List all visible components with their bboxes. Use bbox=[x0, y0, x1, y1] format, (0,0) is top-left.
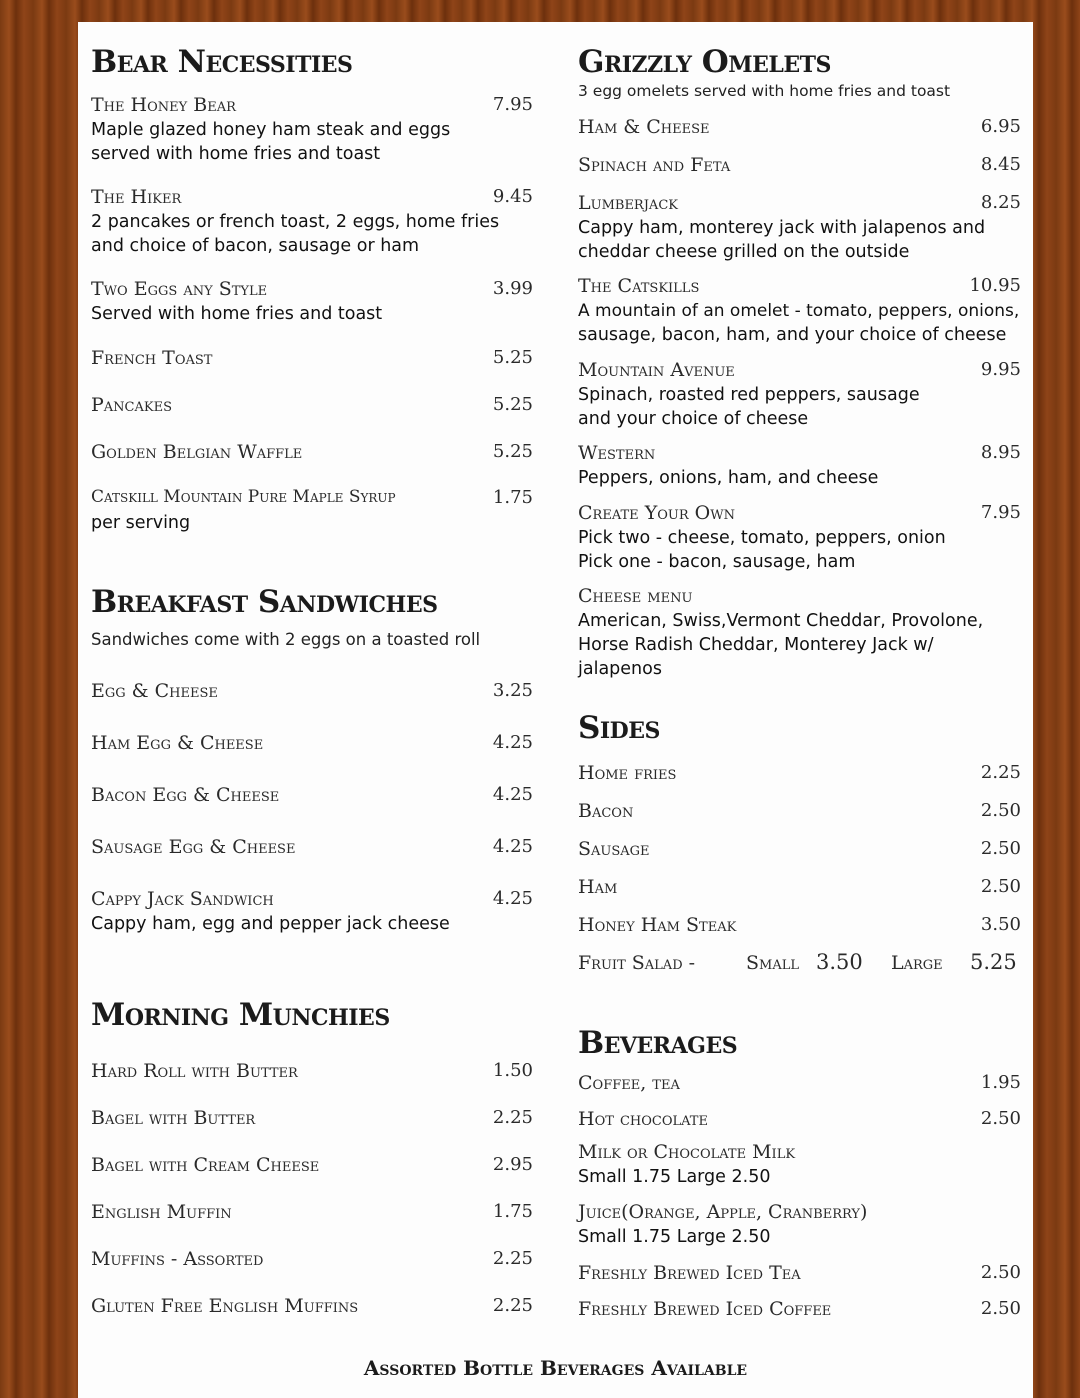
item-description: Small 1.75 Large 2.50 bbox=[578, 1167, 771, 1187]
item-description: Cappy ham, monterey jack with jalapenos and bbox=[578, 218, 986, 238]
morning-munchies-title: Morning Munchies bbox=[91, 997, 390, 1033]
sides-title: Sides bbox=[578, 710, 660, 746]
item-price: 2.25 bbox=[492, 1295, 533, 1316]
item-description: Pick one - bacon, sausage, ham bbox=[578, 552, 856, 572]
item-price: 10.95 bbox=[969, 275, 1021, 296]
item-description: jalapenos bbox=[578, 659, 662, 679]
item-name: The Catskills bbox=[578, 275, 700, 297]
item-price: 8.45 bbox=[980, 154, 1021, 175]
item-name: Juice(Orange, Apple, Cranberry) bbox=[578, 1201, 868, 1223]
item-description: Peppers, onions, ham, and cheese bbox=[578, 468, 879, 488]
item-description: American, Swiss,Vermont Cheddar, Provolone, bbox=[578, 611, 984, 631]
item-name: Sausage bbox=[578, 838, 650, 860]
item-description: 2 pancakes or french toast, 2 eggs, home fries bbox=[91, 212, 500, 232]
item-description: Served with home fries and toast bbox=[91, 304, 383, 324]
fruit-salad-row bbox=[578, 952, 1023, 982]
item-name: Gluten Free English Muffins bbox=[91, 1295, 359, 1317]
item-name: Sausage Egg & Cheese bbox=[91, 836, 296, 858]
item-price: 3.25 bbox=[492, 680, 533, 701]
item-name: French Toast bbox=[91, 347, 213, 369]
item-price: 2.50 bbox=[980, 1298, 1021, 1319]
item-name: Two Eggs any Style bbox=[91, 278, 268, 300]
item-description: served with home fries and toast bbox=[91, 144, 381, 164]
item-price: 2.50 bbox=[980, 876, 1021, 897]
item-name: Ham bbox=[578, 876, 618, 898]
item-description: cheddar cheese grilled on the outside bbox=[578, 242, 910, 262]
item-price: 1.95 bbox=[980, 1072, 1021, 1093]
item-price: 9.45 bbox=[492, 186, 533, 207]
item-price: 2.95 bbox=[492, 1154, 533, 1175]
item-price: 5.25 bbox=[492, 441, 533, 462]
item-description: Cappy ham, egg and pepper jack cheese bbox=[91, 914, 450, 934]
item-description: sausage, bacon, ham, and your choice of cheese bbox=[578, 325, 1007, 345]
item-price: 8.25 bbox=[980, 192, 1021, 213]
item-price: 6.95 bbox=[980, 116, 1021, 137]
item-name: Milk or Chocolate Milk bbox=[578, 1141, 796, 1163]
item-name: Home fries bbox=[578, 762, 677, 784]
item-price: 4.25 bbox=[492, 784, 533, 805]
item-name: Lumberjack bbox=[578, 192, 678, 214]
item-name: Golden Belgian Waffle bbox=[91, 441, 303, 463]
item-price: 2.25 bbox=[492, 1248, 533, 1269]
item-name: Hard Roll with Butter bbox=[91, 1060, 298, 1082]
grizzly-omelets-title: Grizzly Omelets bbox=[578, 44, 831, 80]
item-name: Pancakes bbox=[91, 394, 172, 416]
item-name: Hot chocolate bbox=[578, 1108, 708, 1130]
fruit-large-price: 5.25 bbox=[970, 950, 1017, 974]
item-name: Bacon Egg & Cheese bbox=[91, 784, 280, 806]
item-description: and your choice of cheese bbox=[578, 409, 809, 429]
item-name: Create Your Own bbox=[578, 502, 735, 524]
item-name: Muffins - Assorted bbox=[91, 1248, 264, 1270]
menu-page bbox=[78, 22, 1033, 1398]
item-price: 7.95 bbox=[492, 94, 533, 115]
item-price: 3.50 bbox=[980, 914, 1021, 935]
item-price: 9.95 bbox=[980, 359, 1021, 380]
breakfast-sandwiches-title: Breakfast Sandwiches bbox=[91, 584, 438, 620]
item-name: Coffee, tea bbox=[578, 1072, 680, 1094]
item-price: 1.75 bbox=[492, 1201, 533, 1222]
item-price: 2.50 bbox=[980, 1262, 1021, 1283]
item-price: 2.25 bbox=[492, 1107, 533, 1128]
item-price: 4.25 bbox=[492, 836, 533, 857]
item-name: Egg & Cheese bbox=[91, 680, 218, 702]
item-description: Horse Radish Cheddar, Monterey Jack w/ bbox=[578, 635, 934, 655]
item-description: Spinach, roasted red peppers, sausage bbox=[578, 385, 920, 405]
item-price: 2.50 bbox=[980, 838, 1021, 859]
beverages-title: Beverages bbox=[578, 1025, 738, 1061]
item-name: Cheese menu bbox=[578, 585, 693, 607]
item-name: Freshly Brewed Iced Tea bbox=[578, 1262, 801, 1284]
item-name: Catskill Mountain Pure Maple Syrup bbox=[91, 487, 396, 507]
item-name: Cappy Jack Sandwich bbox=[91, 888, 274, 910]
item-description: Maple glazed honey ham steak and eggs bbox=[91, 120, 451, 140]
fruit-small-price: 3.50 bbox=[816, 950, 863, 974]
item-name: The Hiker bbox=[91, 186, 182, 208]
item-name: Mountain Avenue bbox=[578, 359, 735, 381]
item-price: 1.50 bbox=[492, 1060, 533, 1081]
item-price: 3.99 bbox=[492, 278, 533, 299]
item-name: Spinach and Feta bbox=[578, 154, 731, 176]
bear-necessities-title: Bear Necessities bbox=[91, 44, 353, 80]
item-price: 4.25 bbox=[492, 888, 533, 909]
item-name: Bagel with Cream Cheese bbox=[91, 1154, 320, 1176]
item-price: 1.75 bbox=[492, 487, 533, 508]
footer-note: Assorted Bottle Beverages Available bbox=[363, 1356, 748, 1380]
item-price: 2.50 bbox=[980, 1108, 1021, 1129]
omelets-subtitle: 3 egg omelets served with home fries and toast bbox=[578, 82, 951, 100]
item-name: Ham Egg & Cheese bbox=[91, 732, 264, 754]
item-price: 4.25 bbox=[492, 732, 533, 753]
item-name: Ham & Cheese bbox=[578, 116, 710, 138]
item-name: Bacon bbox=[578, 800, 634, 822]
item-name: Freshly Brewed Iced Coffee bbox=[578, 1298, 832, 1320]
item-description: per serving bbox=[91, 513, 191, 533]
left-column bbox=[91, 22, 536, 1398]
item-description: Small 1.75 Large 2.50 bbox=[578, 1227, 771, 1247]
item-name: Bagel with Butter bbox=[91, 1107, 256, 1129]
item-price: 8.95 bbox=[980, 442, 1021, 463]
item-name: Western bbox=[578, 442, 656, 464]
fruit-small-label: Small bbox=[746, 952, 799, 974]
item-name: Honey Ham Steak bbox=[578, 914, 737, 936]
item-name: The Honey Bear bbox=[91, 94, 236, 116]
item-price: 5.25 bbox=[492, 394, 533, 415]
item-price: 7.95 bbox=[980, 502, 1021, 523]
item-description: and choice of bacon, sausage or ham bbox=[91, 236, 420, 256]
fruit-large-label: Large bbox=[891, 952, 943, 974]
item-price: 2.25 bbox=[980, 762, 1021, 783]
sandwiches-subtitle: Sandwiches come with 2 eggs on a toasted roll bbox=[91, 630, 481, 649]
right-column bbox=[578, 22, 1023, 1352]
item-price: 2.50 bbox=[980, 800, 1021, 821]
item-name: English Muffin bbox=[91, 1201, 232, 1223]
fruit-salad-name: Fruit Salad - bbox=[578, 952, 696, 974]
item-description: Pick two - cheese, tomato, peppers, onion bbox=[578, 528, 946, 548]
item-price: 5.25 bbox=[492, 347, 533, 368]
item-description: A mountain of an omelet - tomato, peppers, onions, bbox=[578, 301, 1020, 321]
